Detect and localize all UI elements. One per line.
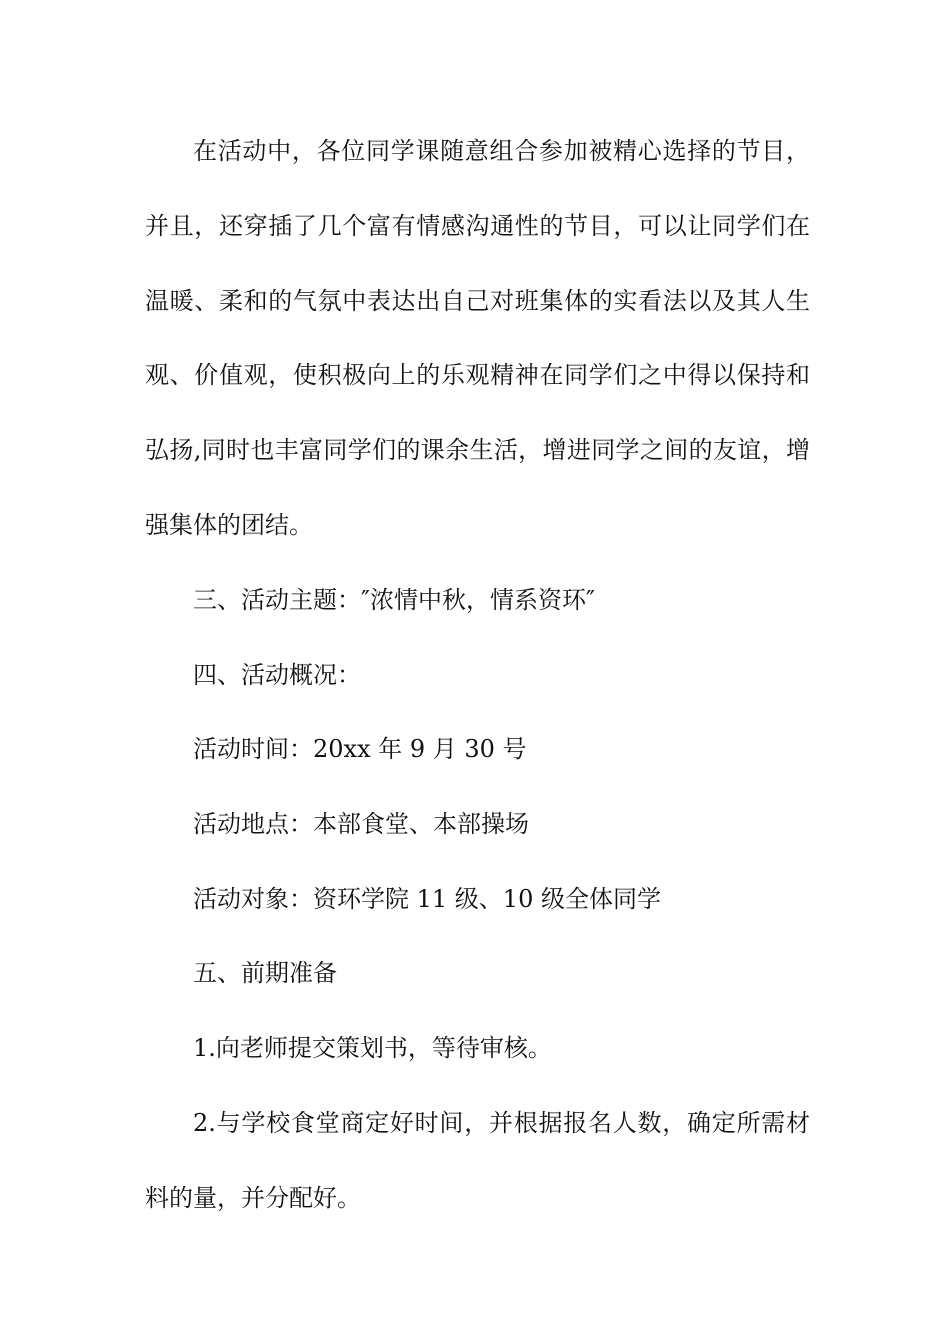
prep-item-2-line-1: 2.与学校食堂商定好时间，并根据报名人数，确定所需材 bbox=[193, 1109, 810, 1137]
prep-item-2-line-2: 料的量，并分配好。 bbox=[145, 1184, 361, 1212]
activity-time: 活动时间：20xx 年 9 月 30 号 bbox=[193, 735, 527, 763]
section-5-heading: 五、前期准备 bbox=[193, 959, 337, 987]
paragraph-1-line-4: 观、价值观，使积极向上的乐观精神在同学们之中得以保持和 bbox=[145, 361, 810, 389]
activity-target: 活动对象：资环学院 11 级、10 级全体同学 bbox=[193, 885, 661, 913]
section-3-heading: 三、活动主题：″浓情中秋，情系资环″ bbox=[193, 586, 595, 614]
paragraph-1-line-1: 在活动中，各位同学课随意组合参加被精心选择的节目， bbox=[193, 137, 810, 165]
activity-location: 活动地点：本部食堂、本部操场 bbox=[193, 810, 529, 838]
paragraph-1-line-2: 并且，还穿插了几个富有情感沟通性的节目，可以让同学们在 bbox=[145, 212, 810, 240]
paragraph-1-line-3: 温暖、柔和的气氛中表达出自己对班集体的实看法以及其人生 bbox=[145, 287, 810, 315]
section-4-heading: 四、活动概况： bbox=[193, 661, 361, 689]
prep-item-1: 1.向老师提交策划书，等待审核。 bbox=[193, 1034, 552, 1062]
paragraph-1-line-5: 弘扬,同时也丰富同学们的课余生活，增进同学之间的友谊，增 bbox=[145, 436, 810, 464]
paragraph-1-line-6: 强集体的团结。 bbox=[145, 511, 313, 539]
